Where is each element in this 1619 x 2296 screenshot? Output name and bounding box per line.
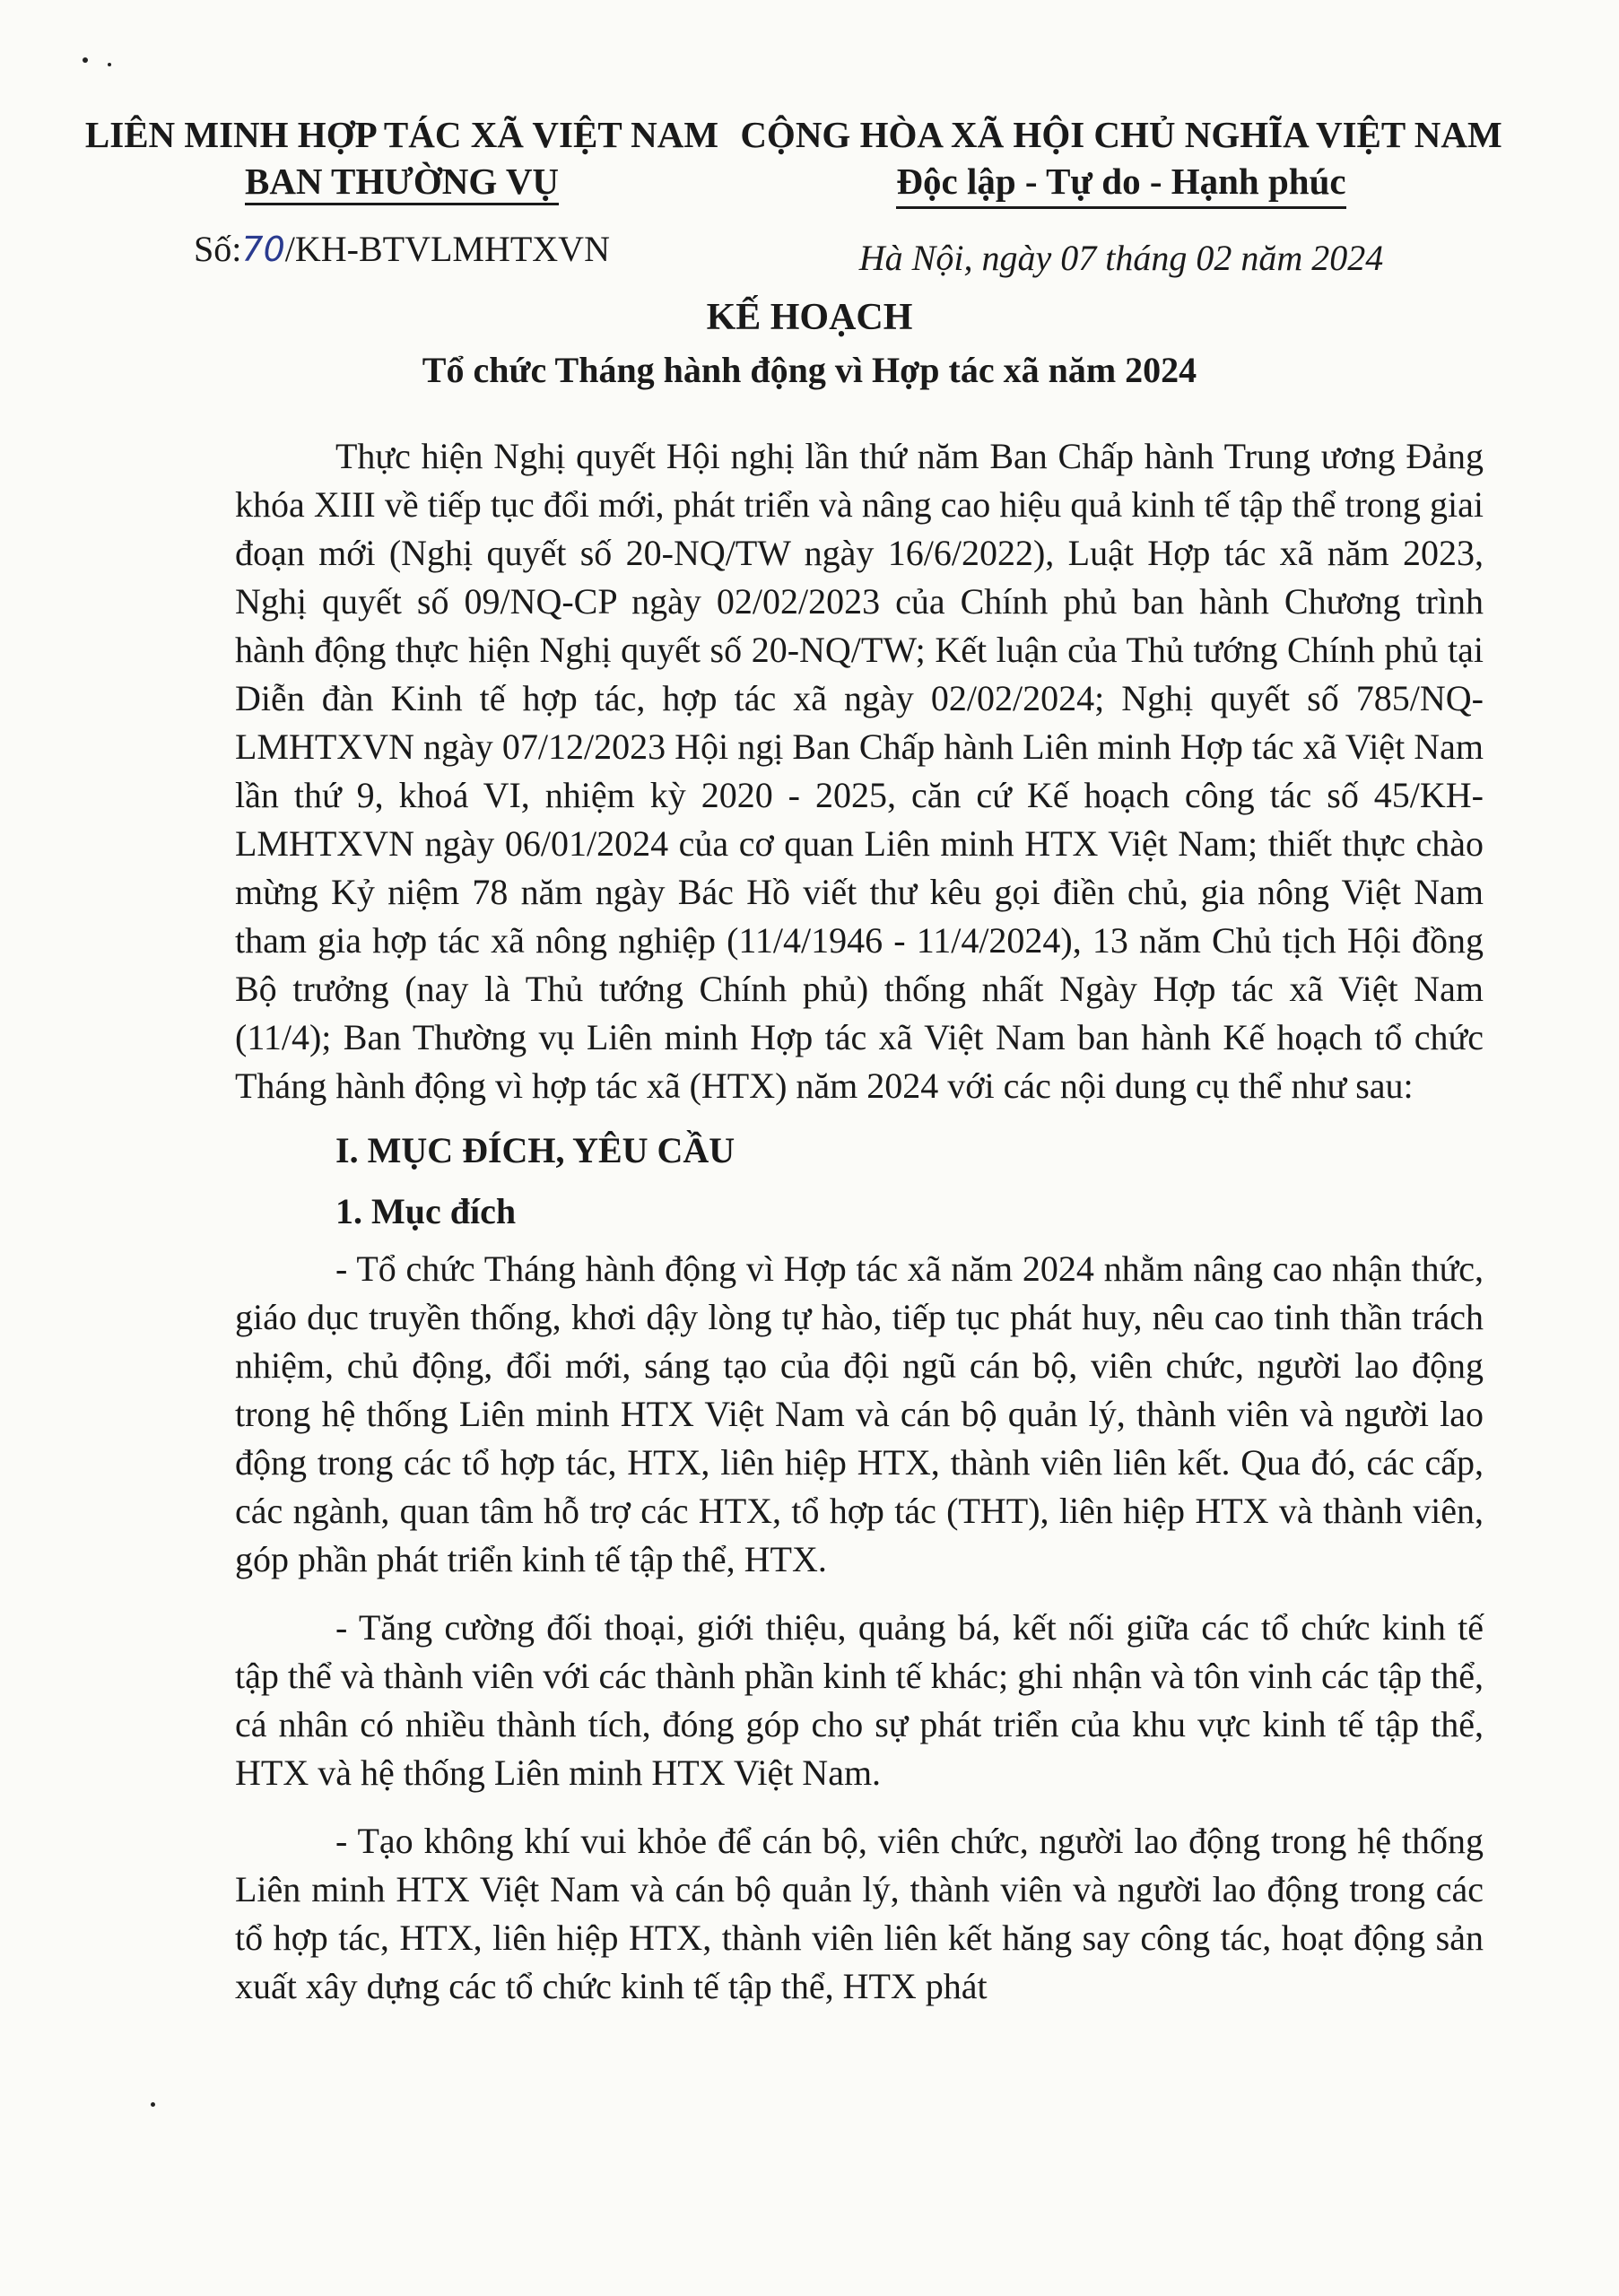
issue-date: Hà Nội, ngày 07 tháng 02 năm 2024 (858, 238, 1384, 278)
purpose-paragraph-2: - Tăng cường đối thoại, giới thiệu, quảng bá, kết nối giữa các tổ chức kinh tế tập thể và thành viên với các thành phần kinh tế khác; ghi nhận và tôn vinh các tập thể, cá nhân có nhiều thành tích, đóng góp cho sự phát triển của khu vực kinh tế tập thể, HTX và hệ thống Liên minh HTX Việt Nam. (235, 1607, 1484, 1793)
scan-speck (151, 2102, 155, 2107)
agency-sub-unit: BAN THƯỜNG VỤ (245, 160, 559, 205)
purpose-paragraph-1: - Tổ chức Tháng hành động vì Hợp tác xã năm 2024 nhằm nâng cao nhận thức, giáo dục truyền thống, khơi dậy lòng tự hào, tiếp tục phát huy, nêu cao tinh thần trách nhiệm, chủ động, đổi mới, sáng tạo của đội ngũ cán bộ, viên chức, người lao động trong hệ thống Liên minh HTX Việt Nam và cán bộ quản lý, thành viên và người lao động trong các tổ hợp tác, HTX, liên hiệp HTX, thành viên liên kết. Qua đó, các cấp, các ngành, quan tâm hỗ trợ các HTX, tổ hợp tác (THT), liên hiệp HTX và thành viên, góp phần phát triển kinh tế tập thể, HTX. (235, 1248, 1484, 1579)
document-subtitle: Tổ chức Tháng hành động vì Hợp tác xã năm 2024 (422, 350, 1197, 390)
country-name: CỘNG HÒA XÃ HỘI CHỦ NGHĨA VIỆT NAM (740, 114, 1502, 155)
intro-paragraph: Thực hiện Nghị quyết Hội nghị lần thứ năm Ban Chấp hành Trung ương Đảng khóa XIII về tiếp tục đổi mới, phát triển và nâng cao hiệu quả kinh tế tập thể trong giai đoạn mới (Nghị quyết số 20-NQ/TW ngày 16/6/2022), Luật Hợp tác xã năm 2023, Nghị quyết số 09/NQ-CP ngày 02/02/2023 của Chính phủ ban hành Chương trình hành động thực hiện Nghị quyết số 20-NQ/TW; Kết luận của Thủ tướng Chính phủ tại Diễn đàn Kinh tế hợp tác, hợp tác xã ngày 02/02/2024; Nghị quyết số 785/NQ-LMHTXVN ngày 07/12/2023 Hội ngị Ban Chấp hành Liên minh Hợp tác xã Việt Nam lần thứ 9, khoá VI, nhiệm kỳ 2020 - 2025, căn cứ Kế hoạch công tác số 45/KH-LMHTXVN ngày 06/01/2024 của cơ quan Liên minh HTX Việt Nam; thiết thực chào mừng Kỷ niệm 78 năm ngày Bác Hồ viết thư kêu gọi điền chủ, gia nông Việt Nam tham gia hợp tác xã nông nghiệp (11/4/1946 - 11/4/2024), 13 năm Chủ tịch Hội đồng Bộ trưởng (nay là Thủ tướng Chính phủ) thống nhất Ngày Hợp tác xã Việt Nam (11/4); Ban Thường vụ Liên minh Hợp tác xã Việt Nam ban hành Kế hoạch tổ chức Tháng hành động vì hợp tác xã (HTX) năm 2024 với các nội dung cụ thể như sau: (235, 436, 1484, 1106)
document-body (235, 432, 1484, 2011)
section-heading: I. MỤC ĐÍCH, YÊU CẦU (335, 1130, 736, 1170)
scan-speck (83, 57, 88, 63)
purpose-paragraph-3: - Tạo không khí vui khỏe để cán bộ, viên chức, người lao động trong hệ thống Liên minh HTX Việt Nam và cán bộ quản lý, thành viên và người lao động trong các tổ hợp tác, HTX, liên hiệp HTX, thành viên liên kết hăng say công tác, hoạt động sản xuất xây dựng các tổ chức kinh tế tập thể, HTX phát (235, 1821, 1484, 2006)
document-title: KẾ HOẠCH (706, 297, 913, 338)
doc-number-suffix: /KH-BTVLMHTXVN (284, 229, 610, 269)
national-header (736, 111, 1507, 209)
subsection-heading: 1. Mục đích (335, 1191, 517, 1231)
national-motto: Độc lập - Tự do - Hạnh phúc (896, 158, 1345, 209)
doc-number-prefix: Số: (194, 229, 242, 269)
agency-name: LIÊN MINH HỢP TÁC XÃ VIỆT NAM (84, 114, 719, 155)
scan-speck (108, 63, 111, 66)
doc-number-handwritten: 70 (241, 230, 285, 269)
document-number (79, 226, 725, 273)
issuing-agency (79, 111, 725, 205)
